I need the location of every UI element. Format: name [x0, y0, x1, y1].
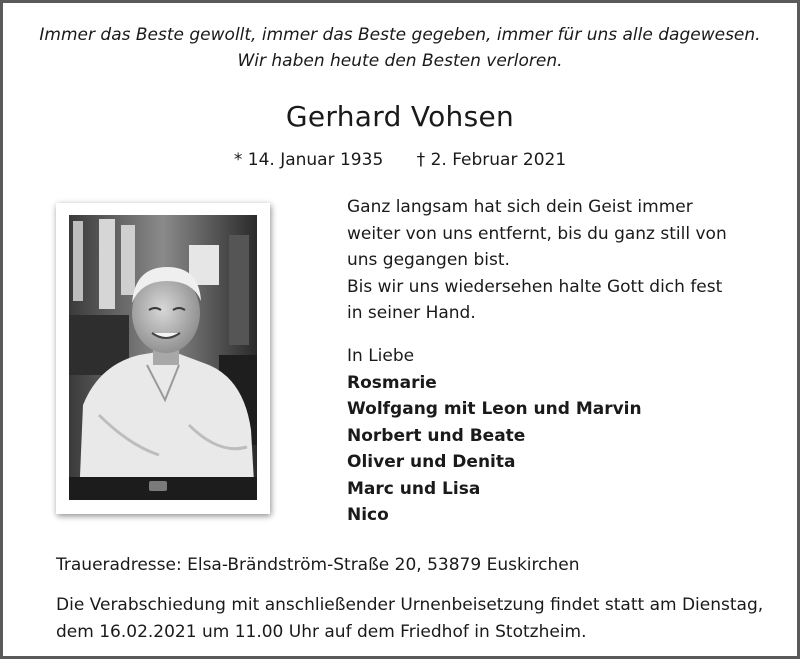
- funeral-notice-line: dem 16.02.2021 um 11.00 Uhr auf dem Friedhof in Stotzheim.: [56, 622, 587, 642]
- deceased-name: Gerhard Vohsen: [285, 100, 515, 133]
- poem-line: Ganz langsam hat sich dein Geist immer: [347, 197, 693, 217]
- motto-line-2: Wir haben heute den Besten verloren.: [237, 51, 563, 71]
- poem-line: uns gegangen bist.: [347, 250, 510, 270]
- family-intro: In Liebe: [347, 346, 415, 366]
- family-member: Nico: [347, 505, 389, 525]
- poem: [347, 194, 767, 327]
- funeral-notice: [56, 592, 786, 646]
- family-member: Rosmarie: [347, 372, 437, 393]
- mourning-address: Traueradresse: Elsa-Brändström-Straße 20, 53879 Euskirchen: [56, 555, 580, 575]
- family-member: Norbert und Beate: [347, 425, 526, 446]
- funeral-notice-line: Die Verabschiedung mit anschließender Urnenbeisetzung findet statt am Dienstag,: [56, 595, 764, 615]
- motto-line-1: Immer das Beste gewollt, immer das Beste gegeben, immer für uns alle dagewesen.: [39, 25, 761, 45]
- family-member: Marc und Lisa: [347, 478, 481, 499]
- poem-line: in seiner Hand.: [347, 303, 476, 323]
- portrait-photo: [56, 203, 270, 514]
- poem-line: Bis wir uns wiedersehen halte Gott dich fest: [347, 276, 723, 297]
- death-date: † 2. Februar 2021: [416, 150, 567, 170]
- family-member: Wolfgang mit Leon und Marvin: [347, 399, 642, 419]
- poem-line: weiter von uns entfernt, bis du ganz still von: [347, 223, 727, 244]
- family-signatures: [347, 343, 767, 529]
- life-dates: [3, 150, 797, 170]
- birth-date: * 14. Januar 1935: [233, 150, 384, 170]
- portrait-image: [69, 215, 257, 500]
- family-member: Oliver und Denita: [347, 452, 516, 472]
